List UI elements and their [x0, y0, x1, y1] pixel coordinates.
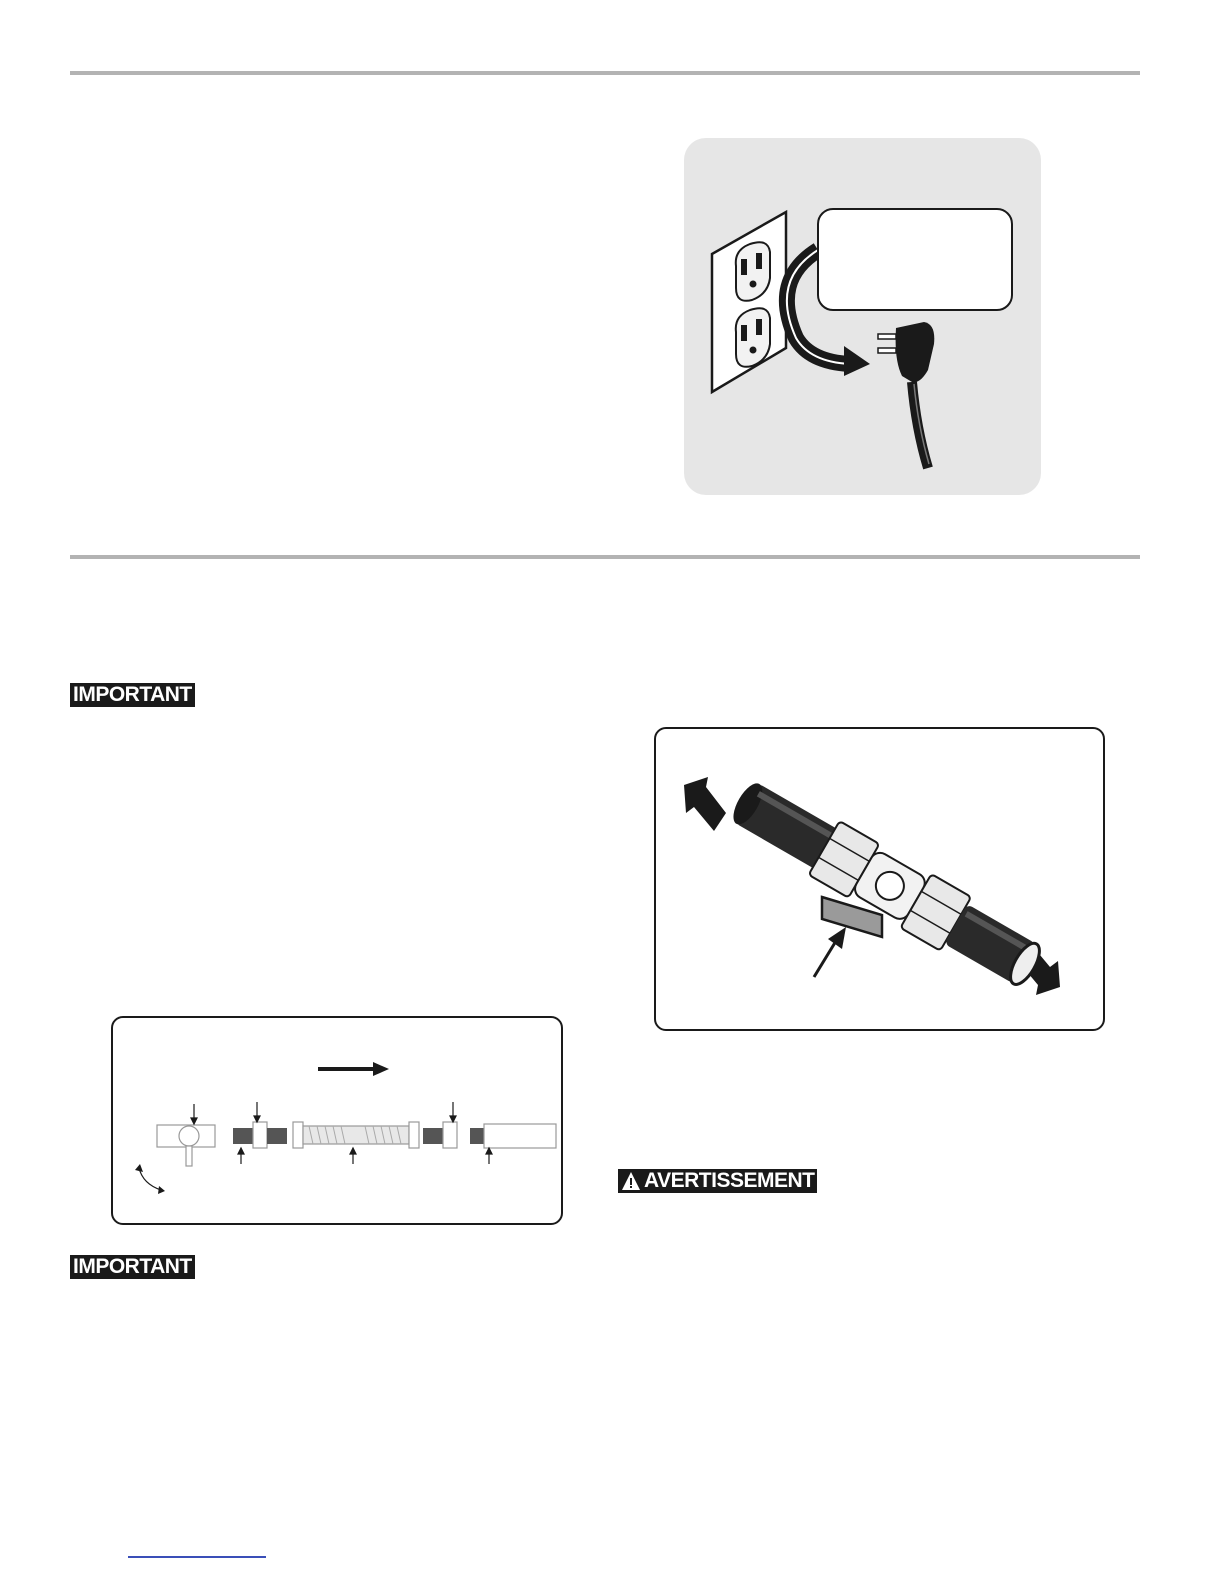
important-badge-second: IMPORTANT [70, 1255, 195, 1279]
warning-triangle-icon [621, 1171, 641, 1191]
important-badge: IMPORTANT [70, 683, 195, 707]
warning-badge-label: AVERTISSEMENT [644, 1169, 815, 1192]
power-plug-icon [878, 322, 934, 468]
hose-drawing [113, 1018, 561, 1223]
footer-link-underline[interactable] [128, 1556, 266, 1558]
hose-assembly-diagram [111, 1016, 563, 1225]
section-divider-top [70, 71, 1140, 75]
unplug-illustration [684, 138, 1041, 495]
valve-drawing [656, 729, 1103, 1029]
section-divider-middle [70, 555, 1140, 559]
warning-badge [618, 1169, 817, 1193]
callout-box [817, 208, 1013, 311]
shutoff-valve-illustration [654, 727, 1105, 1031]
outlet-receptacle-upper [736, 242, 770, 301]
outlet-receptacle-lower [736, 308, 770, 367]
